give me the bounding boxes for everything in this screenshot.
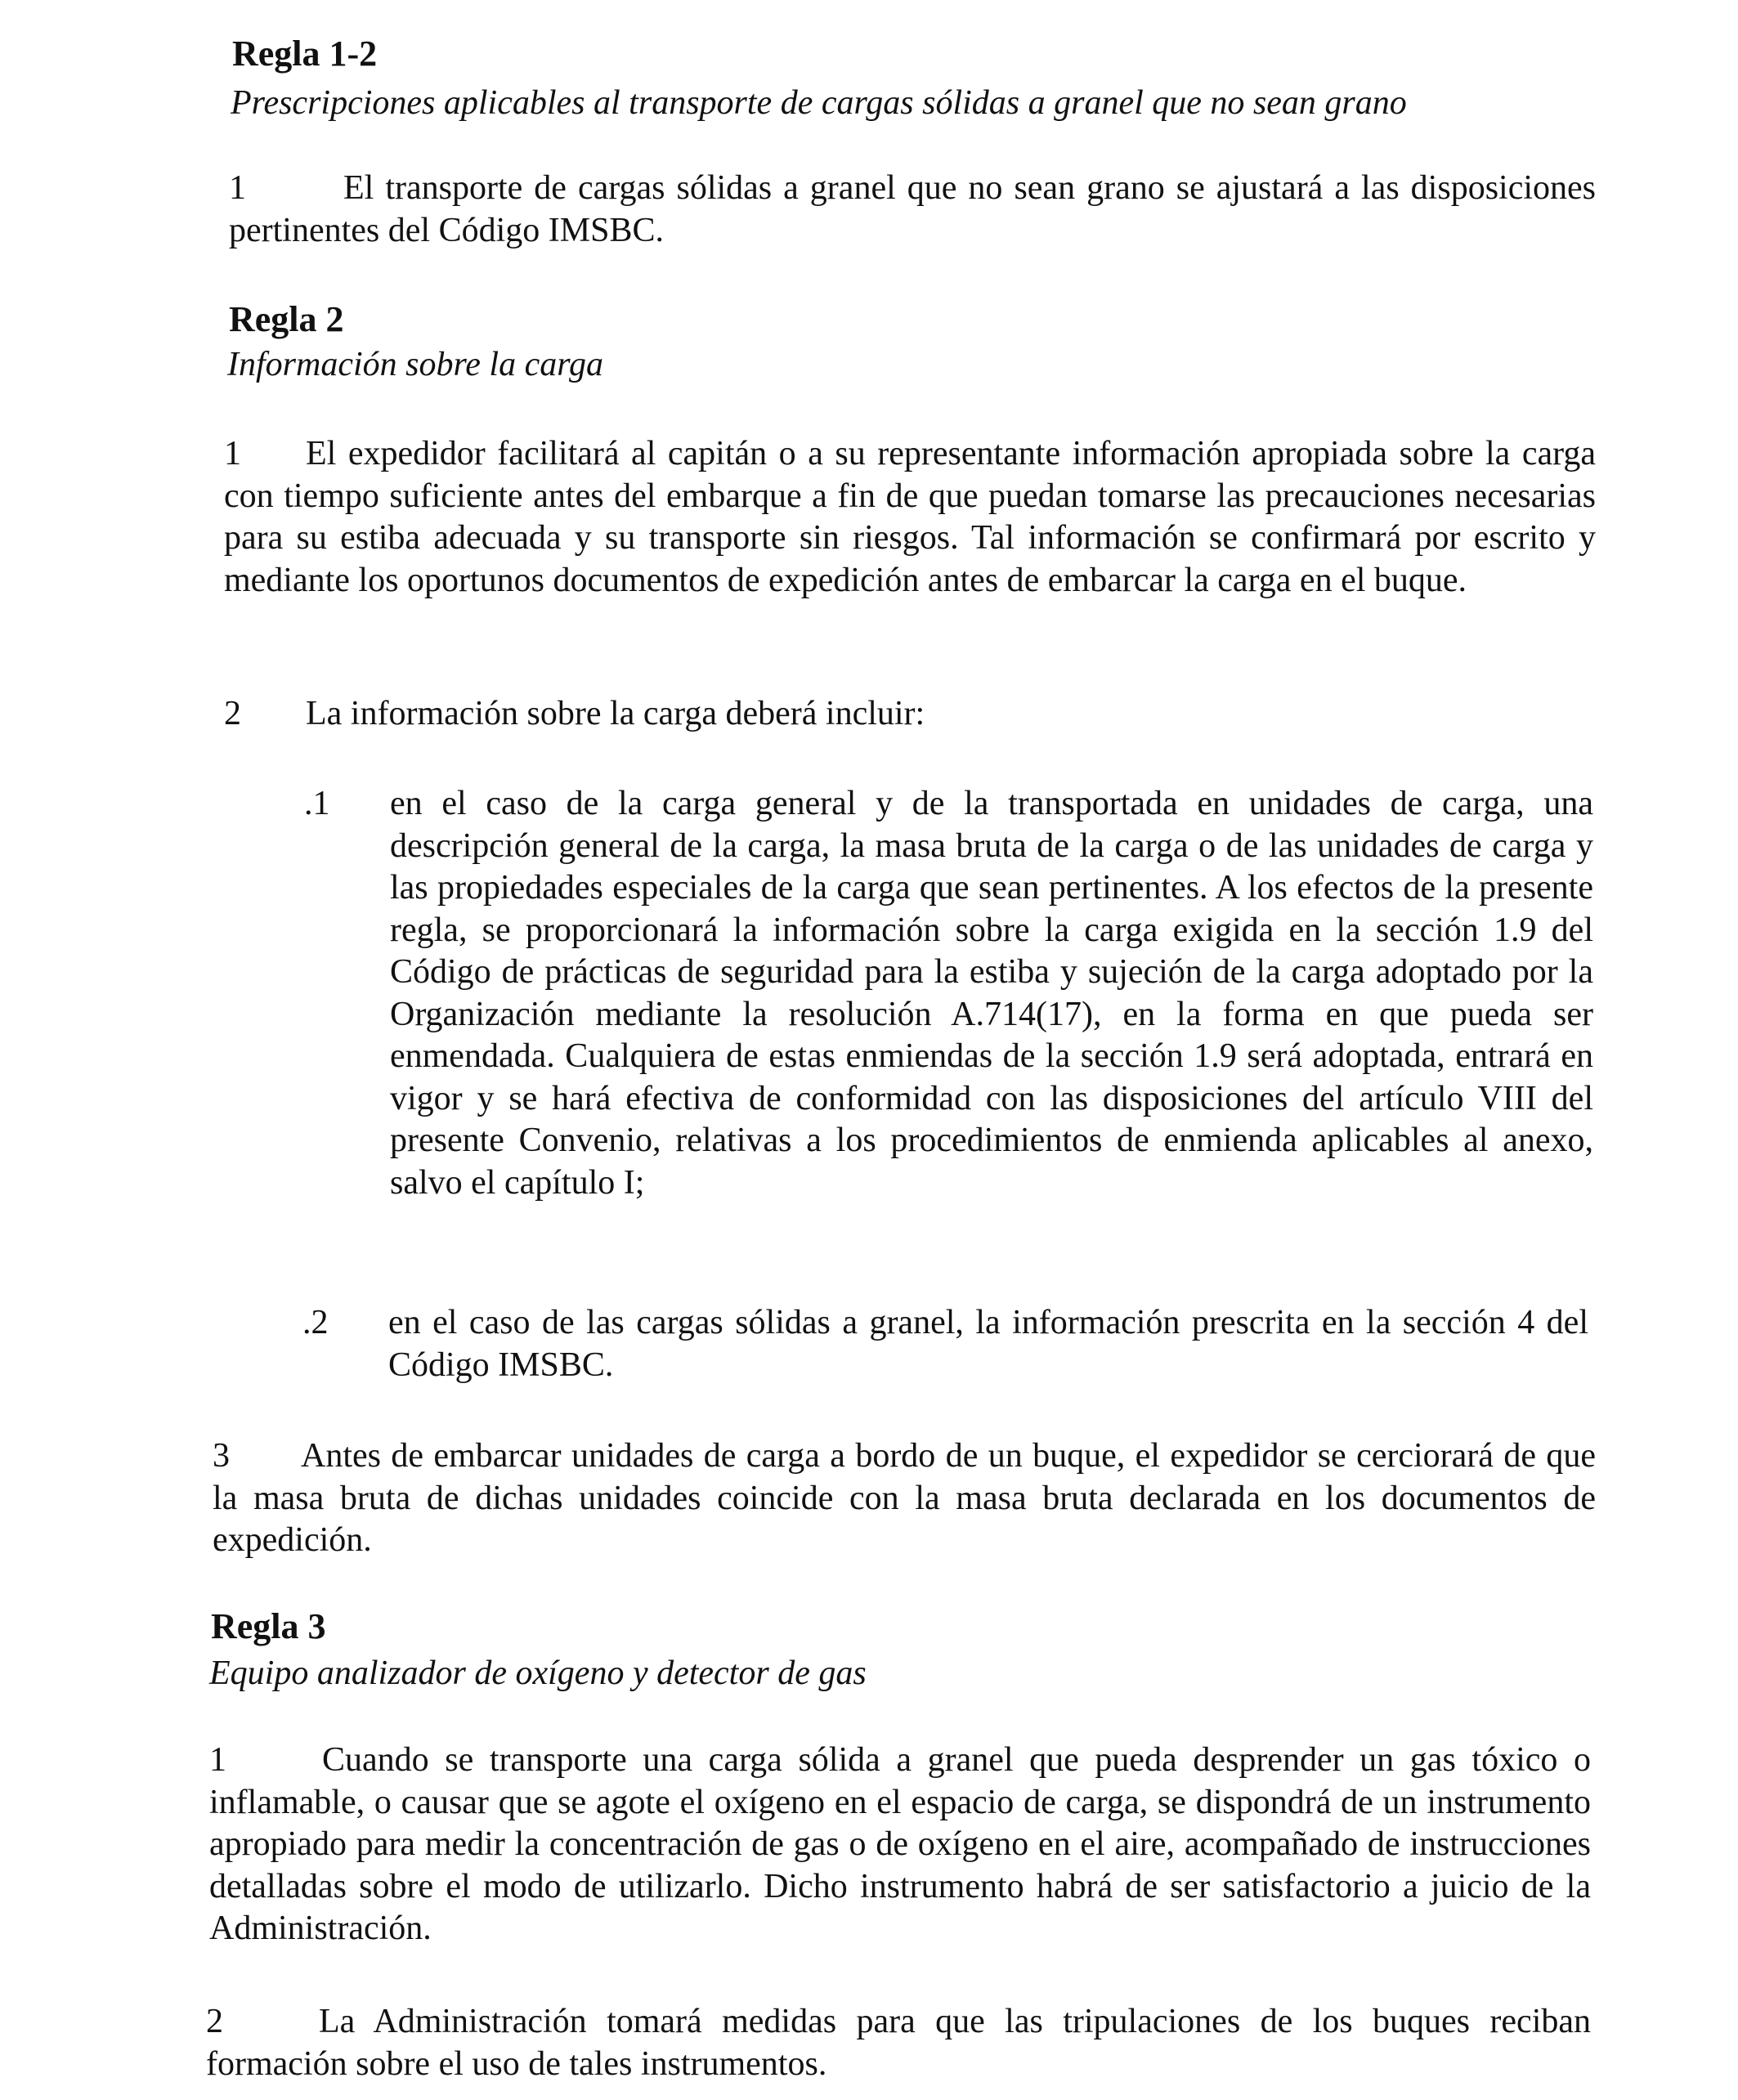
list-item-text: en el caso de la carga general y de la transportada en unidades de carga, una descripción general de la carga, la masa bruta de la carga o de las unidades de carga y las propiedades especiales de la carga que sean pertinentes. A los efectos de la presente regla, se proporcionará la información sobre la carga exigida en la sección 1.9 del Código de prácticas de seguridad para la estiba y sujeción de la carga adoptado por la Organización mediante la resolución A.714(17), en la forma en que pueda ser enmendada. Cualquiera de estas enmiendas de la sección 1.9 será adoptada, entrará en vigor y se hará efectiva de conformidad con las disposiciones del artículo VIII del presente Convenio, relativas a los procedimientos de enmienda aplicables al anexo, salvo el capítulo I; [390,785,1593,1202]
paragraph-text: Cuando se transporte una carga sólida a granel que pueda desprender un gas tóxico o inflamable, o causar que se agote el oxígeno en el espacio de carga, se dispondrá de un instrumento apropiado para medir la concentración de gas o de oxígeno en el aire, acompañado de instrucciones detalladas sobre el modo de utilizarlo. Dicho instrumento habrá de ser satisfactorio a juicio de la Administración. [209,1741,1591,1947]
regla-3-subtitle: Equipo analizador de oxígeno y detector de gas [209,1654,867,1692]
regla-2-paragraph-1 [224,433,1596,602]
regla-2-subtitle: Información sobre la carga [227,346,604,383]
paragraph-number: 3 [213,1437,230,1475]
paragraph-number: 2 [206,2003,223,2040]
regla-1-2-paragraph-1 [229,168,1596,252]
list-item-marker: .2 [302,1304,329,1341]
regla-2-list-item-1 [304,783,1596,1257]
paragraph-number: 1 [224,435,241,472]
paragraph-text: La Administración tomará medidas para que las tripulaciones de los buques reciban formación sobre el uso de tales instrumentos. [206,2003,1591,2083]
regla-2-paragraph-3 [213,1435,1596,1562]
paragraph-number: 1 [229,169,246,207]
regla-1-2-subtitle: Prescripciones aplicables al transporte de cargas sólidas a granel que no sean grano [231,84,1407,122]
list-item-marker: .1 [304,785,330,822]
regla-1-2-heading: Regla 1-2 [232,34,378,74]
regla-3-heading: Regla 3 [211,1606,326,1646]
regla-3-paragraph-2 [206,2001,1591,2085]
regla-2-heading: Regla 2 [229,299,344,339]
paragraph-text: El expedidor facilitará al capitán o a su representante información apropiada sobre la carga con tiempo suficiente antes del embarque a fin de que puedan tomarse las precauciones necesarias para su estiba adecuada y su transporte sin riesgos. Tal información se confirmará por escrito y mediante los oportunos documentos de expedición antes de embarcar la carga en el buque. [224,435,1596,599]
list-item-text: en el caso de las cargas sólidas a granel, la información prescrita en la sección 4 del Código IMSBC. [388,1304,1588,1384]
regla-3-paragraph-1 [209,1740,1591,1950]
paragraph-number: 2 [224,695,241,732]
regla-2-paragraph-2 [224,693,1596,736]
paragraph-text: La información sobre la carga deberá incluir: [306,695,925,732]
regla-2-list-item-2 [302,1302,1596,1392]
paragraph-text: El transporte de cargas sólidas a granel que no sean grano se ajustará a las disposiciones pertinentes del Código IMSBC. [229,169,1596,249]
paragraph-text: Antes de embarcar unidades de carga a bordo de un buque, el expedidor se cerciorará de que la masa bruta de dichas unidades coincide con la masa bruta declarada en los documentos de expedición. [213,1437,1596,1559]
paragraph-number: 1 [209,1741,226,1779]
